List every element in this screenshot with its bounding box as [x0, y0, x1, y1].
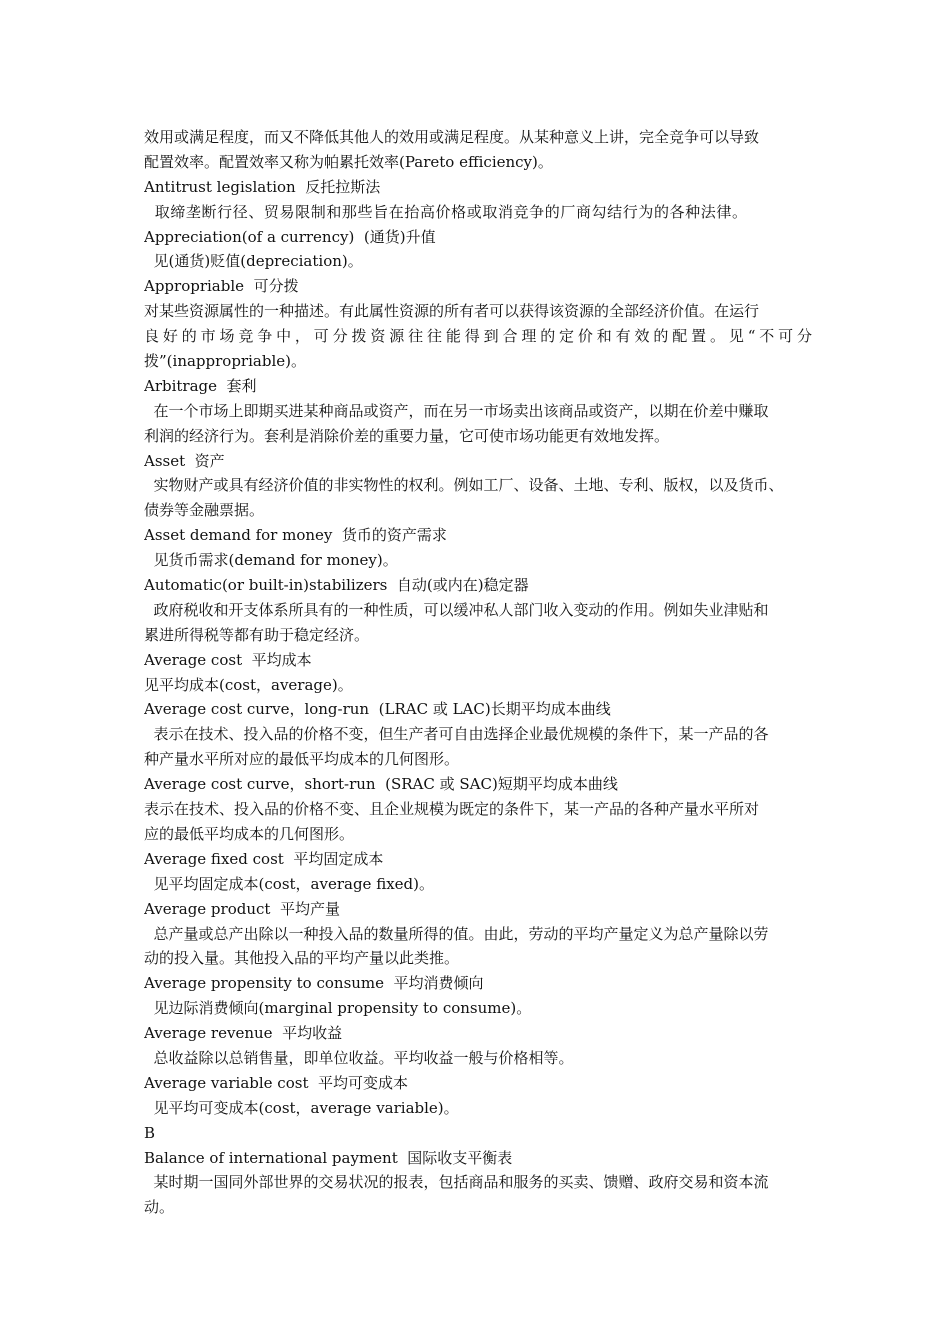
term-heading: Automatic(or built-in)stabilizers 自动(或内在)稳定器	[144, 576, 529, 595]
term-heading: Average fixed cost 平均固定成本	[144, 849, 384, 868]
definition-line: 表示在技术、投入品的价格不变，但生产者可自由选择企业最优规模的条件下，某一产品的各	[144, 725, 769, 744]
term-heading: Average cost curve，long-run (LRAC 或 LAC)长期平均成本曲线	[144, 700, 611, 719]
term-heading: Appropriable 可分拨	[144, 277, 299, 296]
section-letter: B	[144, 1123, 156, 1142]
definition-line: 在一个市场上即期买进某种商品或资产，而在另一市场卖出该商品或资产，以期在价差中赚取	[144, 401, 769, 420]
definition-line: 某时期一国同外部世界的交易状况的报表，包括商品和服务的买卖、馈赠、政府交易和资本流	[144, 1173, 769, 1192]
definition-line: 见平均固定成本(cost，average fixed)。	[144, 874, 434, 893]
definition-line: 见货币需求(demand for money)。	[144, 551, 398, 570]
definition-line: 动。	[144, 1198, 175, 1217]
term-heading: Average cost curve，short-run (SRAC 或 SAC)短期平均成本曲线	[144, 775, 618, 794]
term-heading: Average cost 平均成本	[144, 650, 312, 669]
definition-line: 债券等金融票据。	[144, 501, 265, 520]
definition-line: 应的最低平均成本的几何图形。	[144, 824, 355, 843]
term-heading: Asset 资产	[144, 451, 225, 470]
term-heading: Average revenue 平均收益	[144, 1024, 343, 1043]
paragraph-line: 效用或满足程度，而又不降低其他人的效用或满足程度。从某种意义上讲，完全竞争可以导致	[144, 128, 760, 146]
term-heading: Appreciation(of a currency) (通货)升值	[144, 227, 436, 246]
definition-line: 表示在技术、投入品的价格不变、且企业规模为既定的条件下，某一产品的各种产量水平所对	[144, 800, 760, 819]
definition-line: 对某些资源属性的一种描述。有此属性资源的所有者可以获得该资源的全部经济价值。在运行	[144, 302, 760, 321]
term-heading: Arbitrage 套利	[144, 376, 257, 395]
glossary-text	[144, 125, 812, 1220]
definition-line: 累进所得税等都有助于稳定经济。	[144, 625, 370, 644]
term-heading: Average product 平均产量	[144, 899, 340, 918]
definition-line: 动的投入量。其他投入品的平均产量以此类推。	[144, 949, 460, 968]
definition-line: 利润的经济行为。套利是消除价差的重要力量，它可使市场功能更有效地发挥。	[144, 426, 670, 445]
definition-line: 见(通货)贬值(depreciation)。	[144, 252, 363, 271]
term-heading: Antitrust legislation 反托拉斯法	[144, 177, 381, 196]
term-heading: Asset demand for money 货币的资产需求	[144, 526, 447, 545]
definition-line: 政府税收和开支体系所具有的一种性质，可以缓冲私人部门收入变动的作用。例如失业津贴和	[144, 600, 769, 619]
definition-line: 实物财产或具有经济价值的非实物性的权利。例如工厂、设备、土地、专利、版权，以及货币、	[144, 476, 784, 495]
definition-line: 良好的市场竞争中，可分拨资源往往能得到合理的定价和有效的配置。见“不可分	[144, 327, 812, 346]
term-heading: Balance of international payment 国际收支平衡表	[144, 1148, 513, 1167]
definition-line: 总产量或总产出除以一种投入品的数量所得的值。由此，劳动的平均产量定义为总产量除以劳	[144, 924, 769, 943]
definition-line: 拨”(inappropriable)。	[144, 352, 306, 371]
definition-line: 见平均成本(cost，average)。	[144, 675, 353, 694]
definition-line: 总收益除以总销售量，即单位收益。平均收益一般与价格相等。	[144, 1048, 574, 1067]
term-heading: Average propensity to consume 平均消费倾向	[144, 974, 484, 993]
paragraph-line: 配置效率。配置效率又称为帕累托效率(Pareto efficiency)。	[144, 152, 553, 171]
term-heading: Average variable cost 平均可变成本	[144, 1073, 409, 1092]
definition-line: 取缔垄断行径、贸易限制和那些旨在抬高价格或取消竞争的厂商勾结行为的各种法律。	[144, 202, 748, 221]
definition-line: 见边际消费倾向(marginal propensity to consume)。	[144, 999, 532, 1018]
definition-line: 种产量水平所对应的最低平均成本的几何图形。	[144, 750, 460, 769]
definition-line: 见平均可变成本(cost，average variable)。	[144, 1098, 459, 1117]
